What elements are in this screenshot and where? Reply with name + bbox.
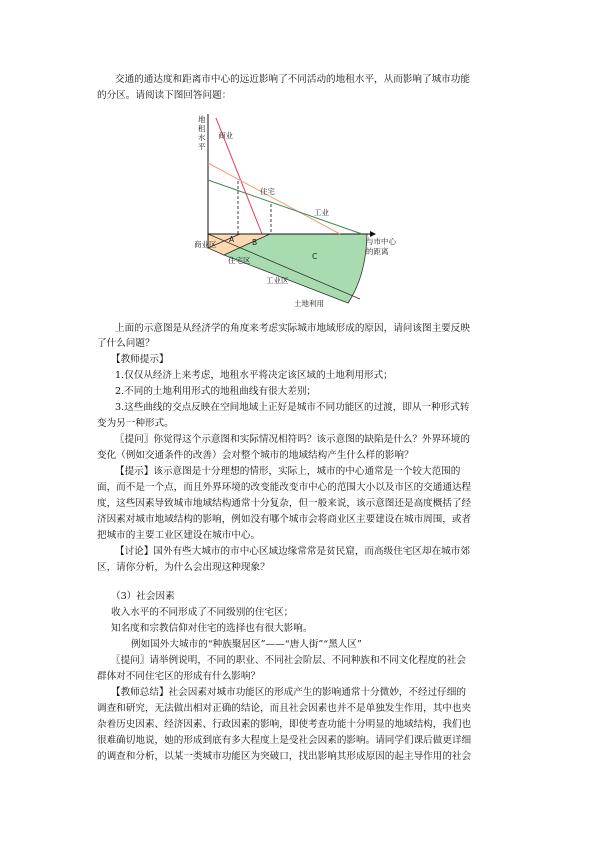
industry-zone-label: 工业区 (266, 276, 289, 285)
industry-rent-line (208, 180, 362, 234)
intro-line-2: 的分区。请阅读下图回答问题： (97, 90, 232, 101)
question3-line-1: 〖提问〗请举例说明，不同的职业、不同社会阶层、不同种族和不同文化程度的社会 (111, 655, 466, 666)
hint-line-2: 面，而不是一个点，而且外界环境的改变能改变市中心的范围大小以及市区的交通通达程 (97, 482, 472, 493)
question2-line-1: 〖提问〗你觉得这个示意图和实际情况相符吗？该示意图的缺陷是什么？外界环境的 (115, 434, 470, 445)
commerce-zone-label: 商业区 (194, 240, 217, 249)
tip-2: 2.不同的土地利用形式的地租曲线有很大差别； (115, 386, 317, 397)
x-axis-label-1: 与市中心 (366, 237, 396, 246)
summary-line-3: 杂着历史因素、经济因素、行政因素的影响，即使考查功能十分明显的地域结构，我们也 (97, 719, 472, 730)
industry-label: 工业 (314, 208, 329, 217)
commerce-label: 商业 (218, 131, 233, 140)
tip-3-cont: 变为另一种形式。 (97, 418, 174, 429)
y-label-4: 平 (198, 142, 206, 151)
summary-line-5: 的调查和分析，以某一类城市功能区为突破口，找出影响其形成原因的起主导作用的社会 (97, 751, 472, 762)
residential-label: 住宅 (260, 187, 275, 196)
social-line-1: 收入水平的不同形成了不同级别的住宅区； (111, 607, 294, 618)
question3-line-2: 群体对不同住宅区的形成有什么影响？ (97, 671, 261, 682)
x-axis-label-2: 的距离 (366, 247, 389, 256)
question2-line-2: 变化（例如交通条件的改善）会对整个城市的地域结构产生什么样的影响？ (97, 450, 414, 461)
residential-zone-label: 住宅区 (228, 256, 251, 265)
intro-line-1: 交通的通达度和距离市中心的远近影响了不同活动的地租水平，从而影响了城市功能 (115, 74, 470, 85)
hint-line-1: 【提示】该示意图是十分理想的情形，实际上，城市的中心通常是一个较大范围的 (115, 466, 461, 477)
summary-line-1: 【教师总结】社会因素对城市功能区的形成产生的影响通常十分微妙，不经过仔细的 (111, 687, 466, 698)
social-line-2: 知名度和宗教信仰对住宅的选择也有很大影响。 (111, 623, 313, 634)
tip-1: 1.仅仅从经济上来考虑，地租水平将决定该区域的土地利用形式； (115, 370, 393, 381)
section-title: （3）社会因素 (111, 591, 175, 602)
tip-3: 3.这些曲线的交点反映在空间地域上正好是城市不同功能区的过渡，即从一种形式转 (115, 402, 470, 413)
hint-line-3: 度，这些因素导致城市地域结构通常十分复杂，但一般来说，该示意图还是高度概括了经 (97, 498, 472, 509)
land-use-label: 土地利用 (294, 299, 324, 308)
summary-line-2: 调查和研究，无法做出相对正确的结论，而且社会因素也并不是单独发生作用，其中也夹 (97, 703, 472, 714)
discussion-line-1: 【讨论】国外有些大城市的市中心区域边缘常常是贫民窟，而高级住宅区却在城市郊 (115, 546, 470, 557)
question1-line-1: 上面的示意图是从经济学的角度来考虑实际城市地域形成的原因，请问该图主要反映 (115, 323, 470, 334)
hint-line-5: 把城市的主要工业区建设在城市中心。 (97, 530, 261, 541)
summary-line-4: 很难确切地说，她的形成到底有多大程度上是受社会因素的影响。请同学们课后做更详细 (97, 735, 472, 746)
y-label-1: 地 (198, 115, 206, 124)
land-rent-diagram (190, 108, 420, 313)
social-line-3: 例如国外大城市的“种族聚居区”——“唐人街”“黑人区” (131, 639, 362, 650)
y-label-3: 水 (198, 133, 206, 142)
hint-line-4: 济因素对城市地域结构的影响，例如没有哪个城市会将商业区主要建设在城市周围，或者 (97, 514, 472, 525)
residential-rent-line (208, 163, 340, 234)
discussion-line-2: 区，请你分析，为什么会出现这种现象？ (97, 562, 270, 573)
teacher-tip-title: 【教师提示】 (111, 354, 169, 365)
zone-c-label: C (312, 252, 318, 261)
y-label-2: 租 (198, 124, 206, 133)
zone-b-label: B (252, 238, 258, 247)
question1-line-2: 了什么问题？ (97, 338, 155, 349)
zone-a-label: A (229, 235, 235, 244)
